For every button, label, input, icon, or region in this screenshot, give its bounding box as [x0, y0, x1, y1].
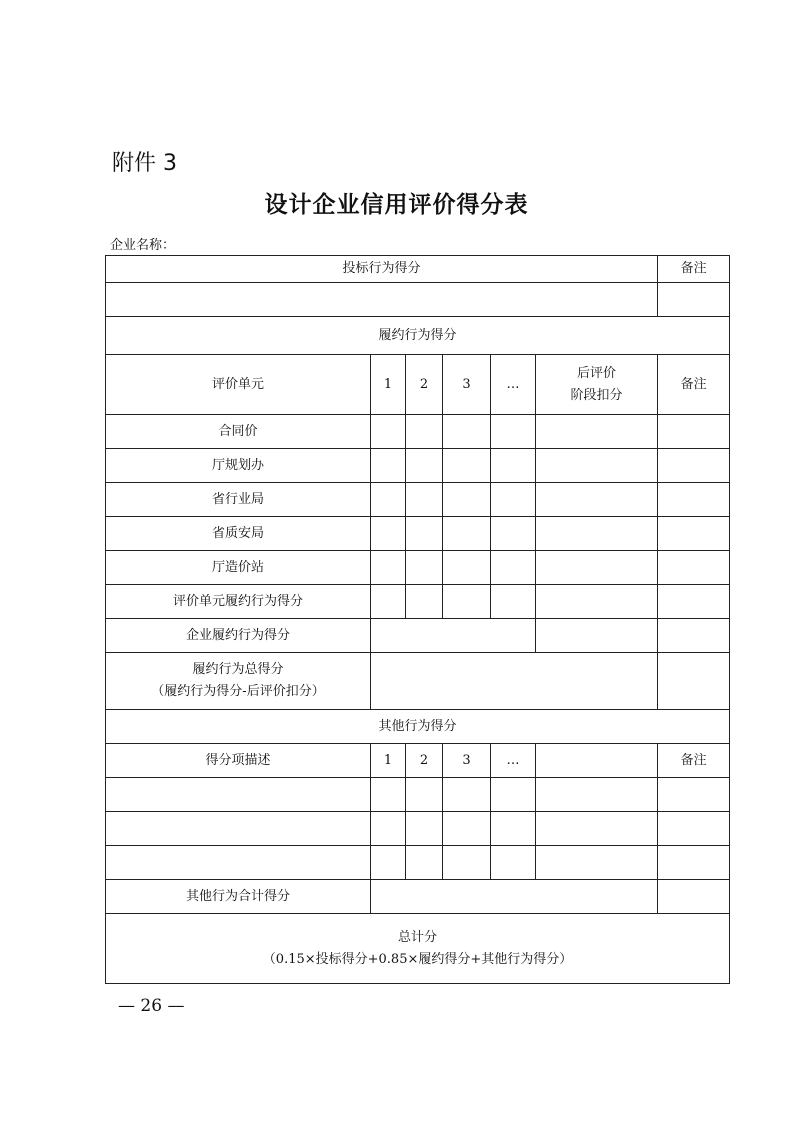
table-row [106, 551, 730, 585]
bid-score-cell[interactable] [106, 283, 658, 317]
bid-section-label: 投标行为得分 [106, 256, 658, 283]
enterprise-score-label: 企业履约行为得分 [106, 619, 371, 653]
perf-col-1: 1 [371, 355, 406, 415]
other-section-row [106, 710, 730, 744]
perf-section-row [106, 317, 730, 355]
other-header-row [106, 744, 730, 778]
other-col-3: 3 [443, 744, 491, 778]
unit-header: 评价单元 [106, 355, 371, 415]
table-row [106, 449, 730, 483]
row-label: 厅造价站 [106, 551, 371, 585]
bid-remark-cell[interactable] [658, 283, 730, 317]
other-total-label: 其他行为合计得分 [106, 880, 371, 914]
later-eval-header [536, 355, 658, 415]
other-section-label: 其他行为得分 [106, 710, 730, 744]
grand-total-formula: （0.15×投标得分+0.85×履约得分+其他行为得分） [262, 951, 573, 967]
perf-col-3: 3 [443, 355, 491, 415]
row-label: 厅规划办 [106, 449, 371, 483]
row-label: 省行业局 [106, 483, 371, 517]
table-row [106, 415, 730, 449]
bid-value-row [106, 283, 730, 317]
page-title: 设计企业信用评价得分表 [264, 192, 529, 218]
later-eval-line2: 阶段扣分 [570, 387, 623, 403]
company-name-label: 企业名称： [110, 238, 176, 253]
perf-total-line2: （履约行为得分-后评价扣分） [151, 684, 325, 699]
table-row [106, 585, 730, 619]
grand-total-cell [106, 914, 730, 984]
score-table [105, 255, 730, 984]
table-row [106, 517, 730, 551]
row-label: 评价单元履约行为得分 [106, 585, 371, 619]
perf-section-label: 履约行为得分 [106, 317, 730, 355]
table-row [106, 778, 730, 812]
other-col-1: 1 [371, 744, 406, 778]
row-label: 合同价 [106, 415, 371, 449]
other-remark-header: 备注 [658, 744, 730, 778]
bid-remark-header: 备注 [658, 256, 730, 283]
perf-total-line1: 履约行为总得分 [192, 662, 284, 677]
grand-total-row [106, 914, 730, 984]
other-total-row [106, 880, 730, 914]
later-eval-line1: 后评价 [577, 365, 617, 381]
row-label: 省质安局 [106, 517, 371, 551]
other-col-2: 2 [406, 744, 443, 778]
other-col-more: … [491, 744, 536, 778]
table-row [106, 483, 730, 517]
perf-header-row [106, 355, 730, 415]
page-number: — 26 — [118, 996, 185, 1016]
grand-total-line1: 总计分 [398, 929, 438, 945]
enterprise-score-row [106, 619, 730, 653]
desc-header: 得分项描述 [106, 744, 371, 778]
perf-total-label [106, 653, 371, 710]
table-row [106, 846, 730, 880]
perf-col-2: 2 [406, 355, 443, 415]
perf-remark-header: 备注 [658, 355, 730, 415]
bid-header-row [106, 256, 730, 283]
table-row [106, 812, 730, 846]
perf-total-row [106, 653, 730, 710]
annex-label: 附件 3 [112, 151, 177, 176]
perf-col-more: … [491, 355, 536, 415]
